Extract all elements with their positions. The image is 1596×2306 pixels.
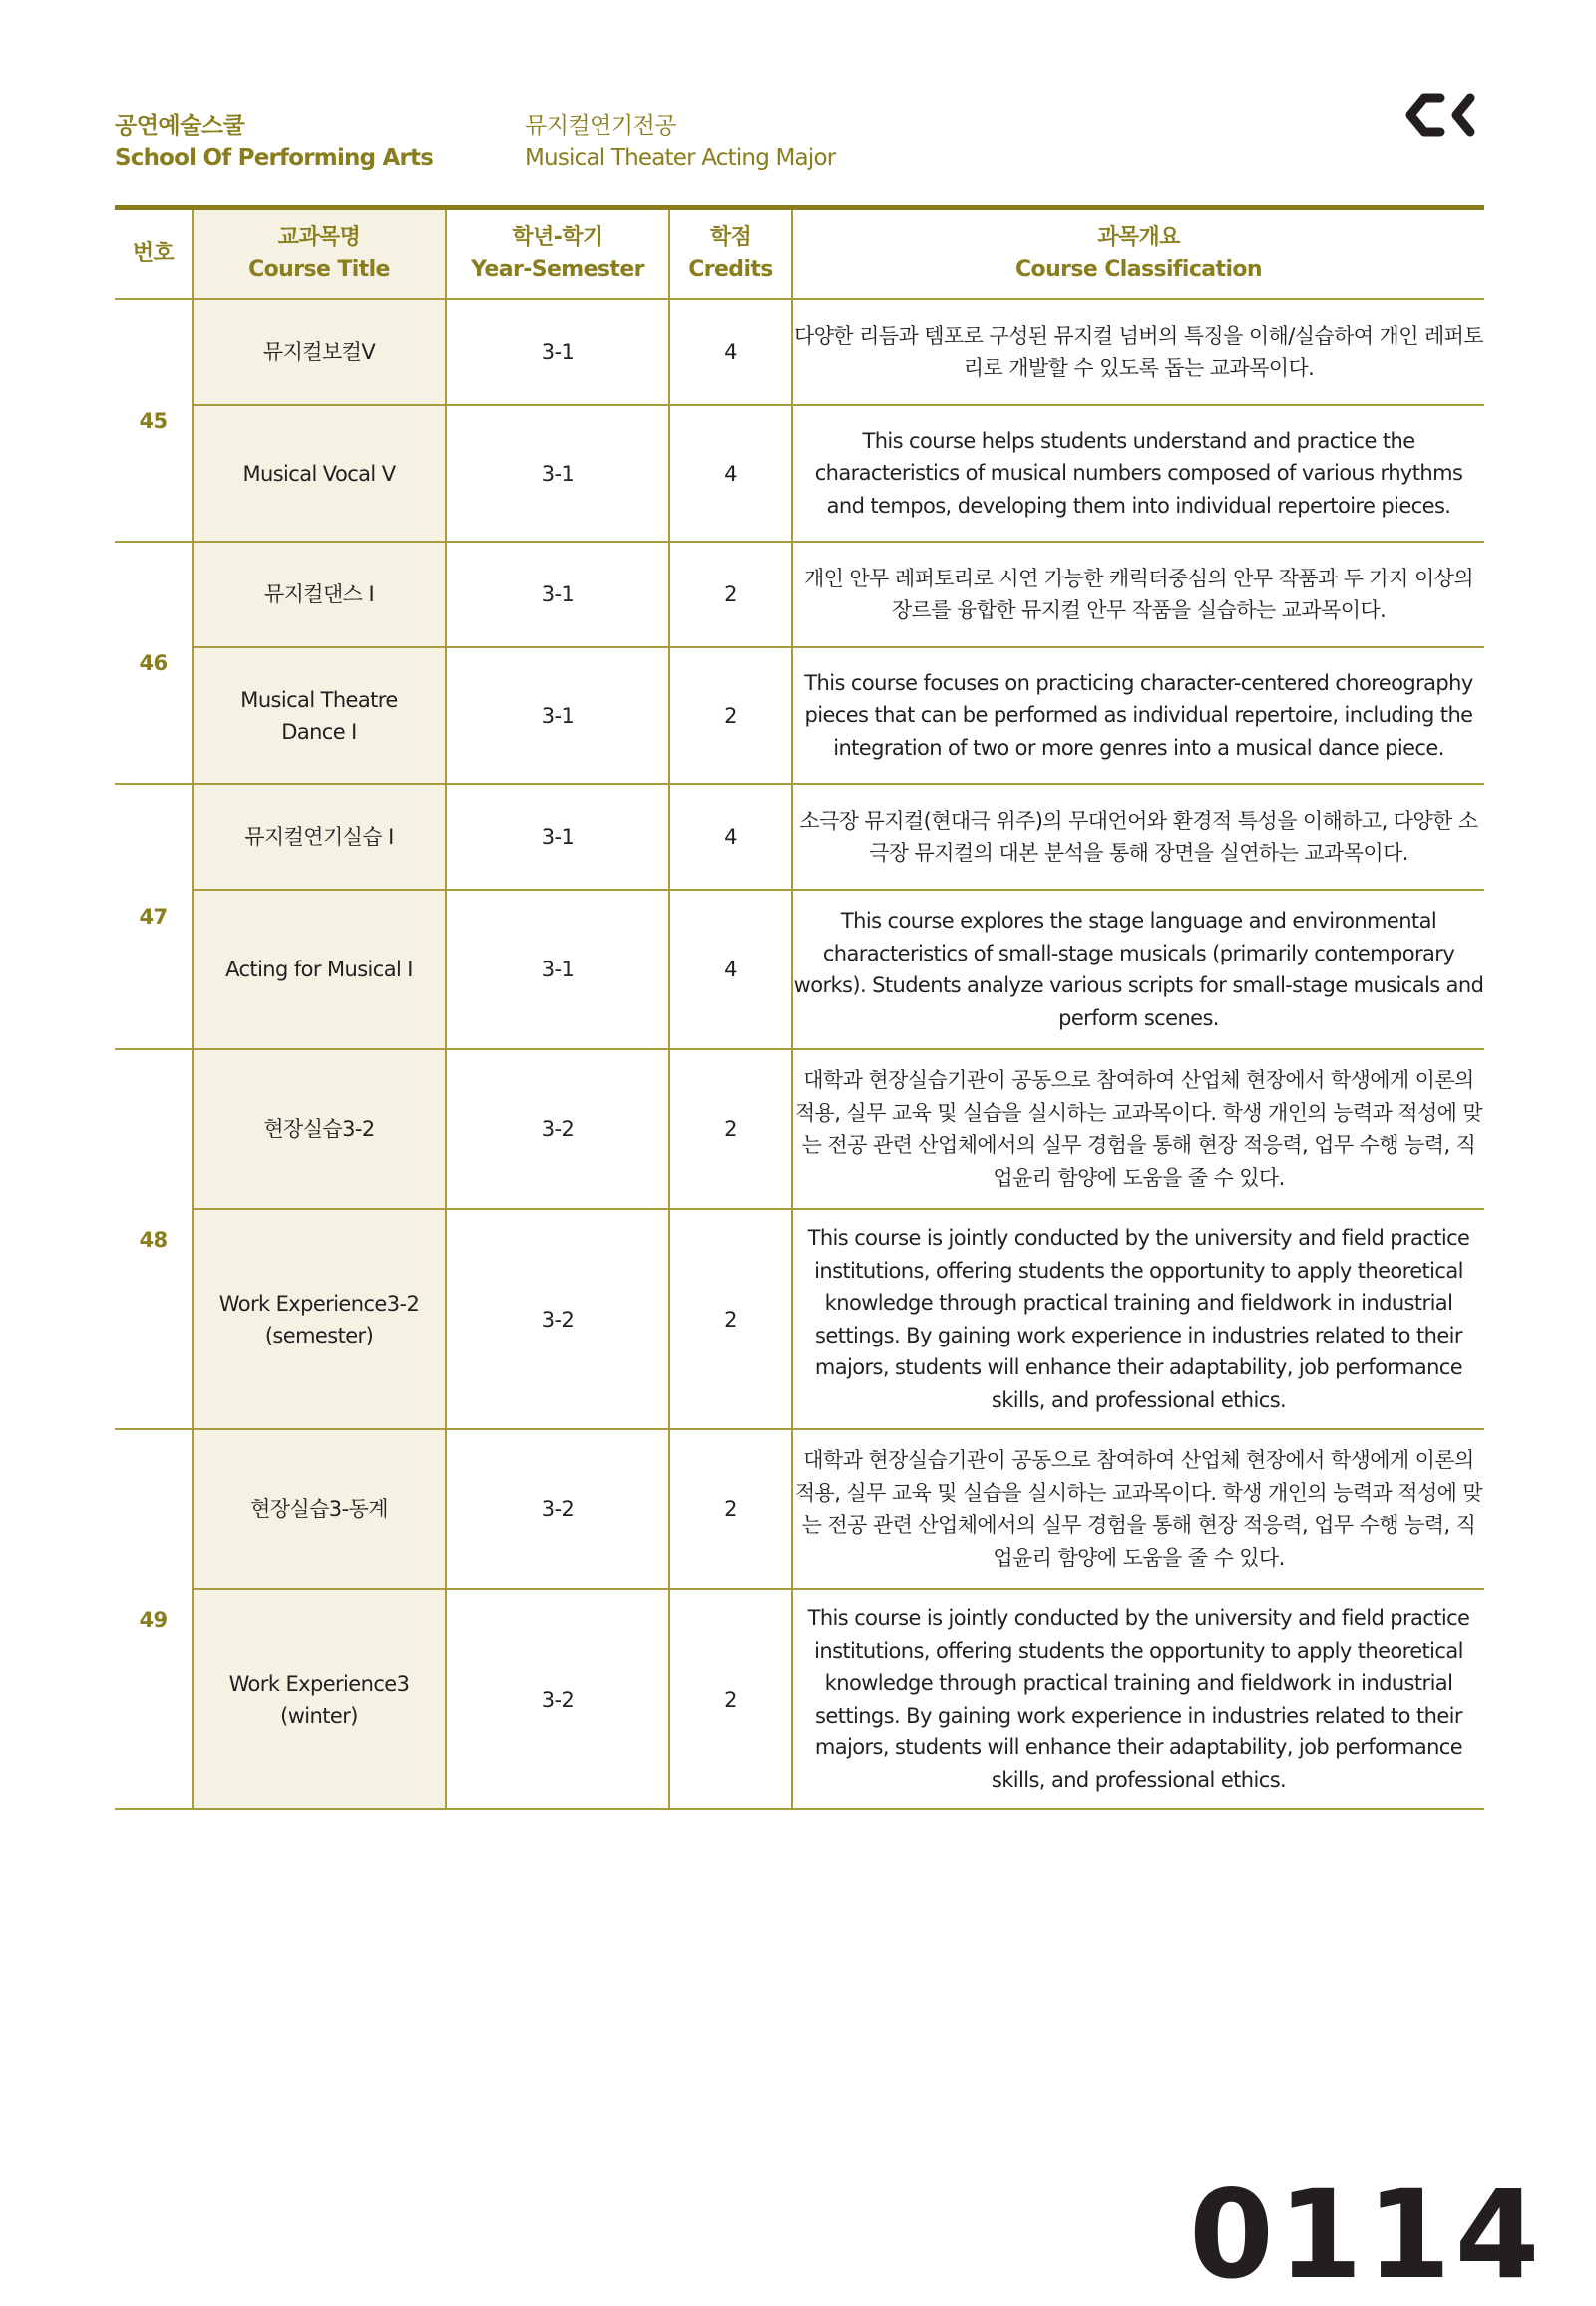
col-header-year-semester: 학년-학기 Year-Semester [446,208,669,300]
major-name-en: Musical Theater Acting Major [525,145,836,171]
major-name-ko: 뮤지컬연기전공 [525,113,677,139]
col-header-credits: 학점 Credits [669,208,792,300]
col-header-title: 교과목명 Course Title [193,208,446,300]
course-number: 45 [115,299,193,542]
course-description: This course explores the stage language and environmental characteristics of small-stage musicals (primarily contemporary works). Students analyze various scripts for small-stage musicals and perform scenes. [792,890,1484,1049]
course-description: 대학과 현장실습기관이 공동으로 참여하여 산업체 현장에서 학생에게 이론의 적용, 실무 교육 및 실습을 실시하는 교과목이다. 학생 개인의 능력과 적성에 맞는 전공 관련 산업체에서의 실무 경험을 통해 현장 적응력, 업무 수행 능력, 직업윤리 함양에 도움을 줄 수 있다. [792,1429,1484,1589]
credits: 4 [669,784,792,890]
year-semester: 3-2 [446,1589,669,1809]
table-row [115,405,1484,542]
table-row [115,1429,1484,1589]
year-semester: 3-1 [446,405,669,542]
course-number: 46 [115,542,193,784]
year-semester: 3-2 [446,1429,669,1589]
table-header-row [115,208,1484,300]
course-title: 현장실습3-2 [193,1049,446,1209]
credits: 4 [669,299,792,405]
year-semester: 3-1 [446,890,669,1049]
school-heading [115,110,433,174]
course-number: 48 [115,1049,193,1429]
course-description: This course is jointly conducted by the university and field practice institutions, offering students the opportunity to apply theoretical knowledge through practical training and fieldwork in industrial settings. By gaining work experience in industries related to their majors, students will enhance their adaptability, job performance skills, and professional ethics. [792,1589,1484,1809]
course-title: Acting for Musical I [193,890,446,1049]
course-table [115,205,1484,1810]
course-description: This course is jointly conducted by the university and field practice institutions, offering students the opportunity to apply theoretical knowledge through practical training and fieldwork in industrial settings. By gaining work experience in industries related to their majors, students will enhance their adaptability, job performance skills, and professional ethics. [792,1209,1484,1429]
table-row [115,542,1484,647]
table-row [115,784,1484,890]
table-row [115,299,1484,405]
ck-logo-icon [1404,90,1484,140]
course-title: Musical Theatre Dance I [193,647,446,784]
course-title: Work Experience3-2 (semester) [193,1209,446,1429]
credits: 2 [669,1209,792,1429]
course-description: 대학과 현장실습기관이 공동으로 참여하여 산업체 현장에서 학생에게 이론의 적용, 실무 교육 및 실습을 실시하는 교과목이다. 학생 개인의 능력과 적성에 맞는 전공 관련 산업체에서의 실무 경험을 통해 현장 적응력, 업무 수행 능력, 직업윤리 함양에 도움을 줄 수 있다. [792,1049,1484,1209]
credits: 2 [669,1589,792,1809]
col-header-classification: 과목개요 Course Classification [792,208,1484,300]
course-title: 현장실습3-동계 [193,1429,446,1589]
credits: 2 [669,1049,792,1209]
year-semester: 3-1 [446,542,669,647]
course-description: 소극장 뮤지컬(현대극 위주)의 무대언어와 환경적 특성을 이해하고, 다양한 소극장 뮤지컬의 대본 분석을 통해 장면을 실연하는 교과목이다. [792,784,1484,890]
credits: 2 [669,542,792,647]
course-title: Work Experience3 (winter) [193,1589,446,1809]
table-row [115,1049,1484,1209]
year-semester: 3-2 [446,1209,669,1429]
course-number: 47 [115,784,193,1049]
credits: 4 [669,405,792,542]
school-name-en: School Of Performing Arts [115,145,434,171]
table-row [115,1209,1484,1429]
course-title: 뮤지컬연기실습 I [193,784,446,890]
table-row [115,890,1484,1049]
year-semester: 3-1 [446,299,669,405]
course-title: 뮤지컬댄스 I [193,542,446,647]
col-header-number: 번호 [115,208,193,300]
school-name-ko: 공연예술스쿨 [115,113,245,139]
year-semester: 3-1 [446,784,669,890]
table-row [115,647,1484,784]
course-description: 개인 안무 레퍼토리로 시연 가능한 캐릭터중심의 안무 작품과 두 가지 이상의 장르를 융합한 뮤지컬 안무 작품을 실습하는 교과목이다. [792,542,1484,647]
course-number: 49 [115,1429,193,1809]
course-description: This course helps students understand and practice the characteristics of musical numbers composed of various rhythms and tempos, developing them into individual repertoire pieces. [792,405,1484,542]
course-title: 뮤지컬보컬V [193,299,446,405]
credits: 2 [669,1429,792,1589]
course-description: This course focuses on practicing character-centered choreography pieces that can be performed as individual repertoire, including the integration of two or more genres into a musical dance piece. [792,647,1484,784]
course-title: Musical Vocal V [193,405,446,542]
table-row [115,1589,1484,1809]
course-description: 다양한 리듬과 템포로 구성된 뮤지컬 넘버의 특징을 이해/실습하여 개인 레퍼토리로 개발할 수 있도록 돕는 교과목이다. [792,299,1484,405]
year-semester: 3-2 [446,1049,669,1209]
credits: 4 [669,890,792,1049]
major-heading [525,110,835,174]
year-semester: 3-1 [446,647,669,784]
page-number: 0114 [1189,2164,1544,2306]
credits: 2 [669,647,792,784]
